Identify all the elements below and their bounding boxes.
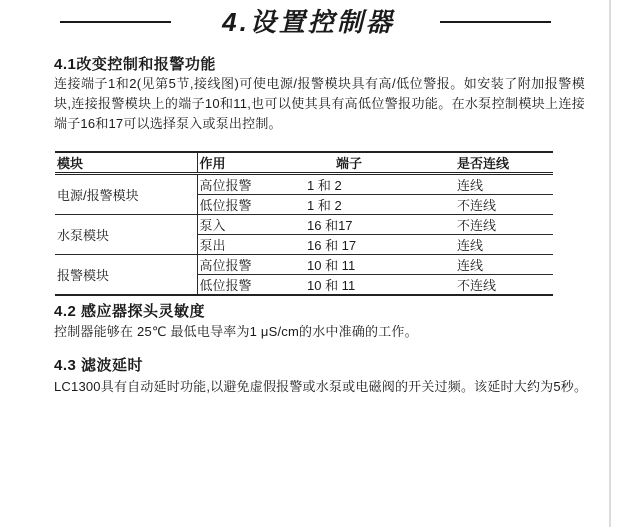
wiring-table	[55, 151, 553, 296]
connected-cell: 连线	[455, 255, 553, 275]
table-header-row	[55, 152, 553, 174]
terminal-cell: 1 和 2	[305, 195, 455, 215]
connected-cell: 不连线	[455, 275, 553, 296]
table-row	[55, 215, 553, 235]
connected-cell: 连线	[455, 235, 553, 255]
function-cell: 泵入	[197, 215, 305, 235]
terminal-cell: 10 和 11	[305, 275, 455, 296]
module-cell-alarm: 报警模块	[55, 255, 197, 296]
table-header-terminal: 端子	[305, 152, 455, 174]
function-cell: 泵出	[197, 235, 305, 255]
terminal-cell: 16 和17	[305, 215, 455, 235]
section-heading-4-1: 4.1改变控制和报警功能	[54, 56, 216, 73]
table-row	[55, 174, 553, 195]
title-rule-right	[440, 21, 551, 23]
connected-cell: 连线	[455, 174, 553, 195]
section-body-4-2: 控制器能够在 25℃ 最低电导率为1 μS/cm的水中准确的工作。	[54, 324, 418, 339]
module-cell-pump: 水泵模块	[55, 215, 197, 255]
table-row	[55, 255, 553, 275]
section-heading-4-2: 4.2 感应器探头灵敏度	[54, 303, 206, 320]
page-title: 4.设置控制器	[222, 7, 395, 37]
section-heading-4-3: 4.3 滤波延时	[54, 357, 144, 374]
function-cell: 高位报警	[197, 255, 305, 275]
function-cell: 低位报警	[197, 195, 305, 215]
section-body-4-1: 连接端子1和2(见第5节,接线图)可使电源/报警模块具有高/低位警报。如安装了附加报警模块,连接报警模块上的端子10和11,也可以使其具有高低位警报功能。在水泵控制模块上连接端子16和17可以选择泵入或泵出控制。	[54, 76, 585, 131]
function-cell: 高位报警	[197, 174, 305, 195]
module-cell-power-alarm: 电源/报警模块	[55, 174, 197, 215]
table-header-module: 模块	[55, 152, 197, 174]
table-header-function: 作用	[197, 152, 305, 174]
page-edge-line	[609, 0, 611, 527]
function-cell: 低位报警	[197, 275, 305, 296]
table-header-connected: 是否连线	[455, 152, 553, 174]
connected-cell: 不连线	[455, 215, 553, 235]
terminal-cell: 16 和 17	[305, 235, 455, 255]
connected-cell: 不连线	[455, 195, 553, 215]
section-body-4-3: LC1300具有自动延时功能,以避免虚假报警或水泵或电磁阀的开关过频。该延时大约为5秒。	[54, 379, 588, 394]
terminal-cell: 10 和 11	[305, 255, 455, 275]
terminal-cell: 1 和 2	[305, 174, 455, 195]
